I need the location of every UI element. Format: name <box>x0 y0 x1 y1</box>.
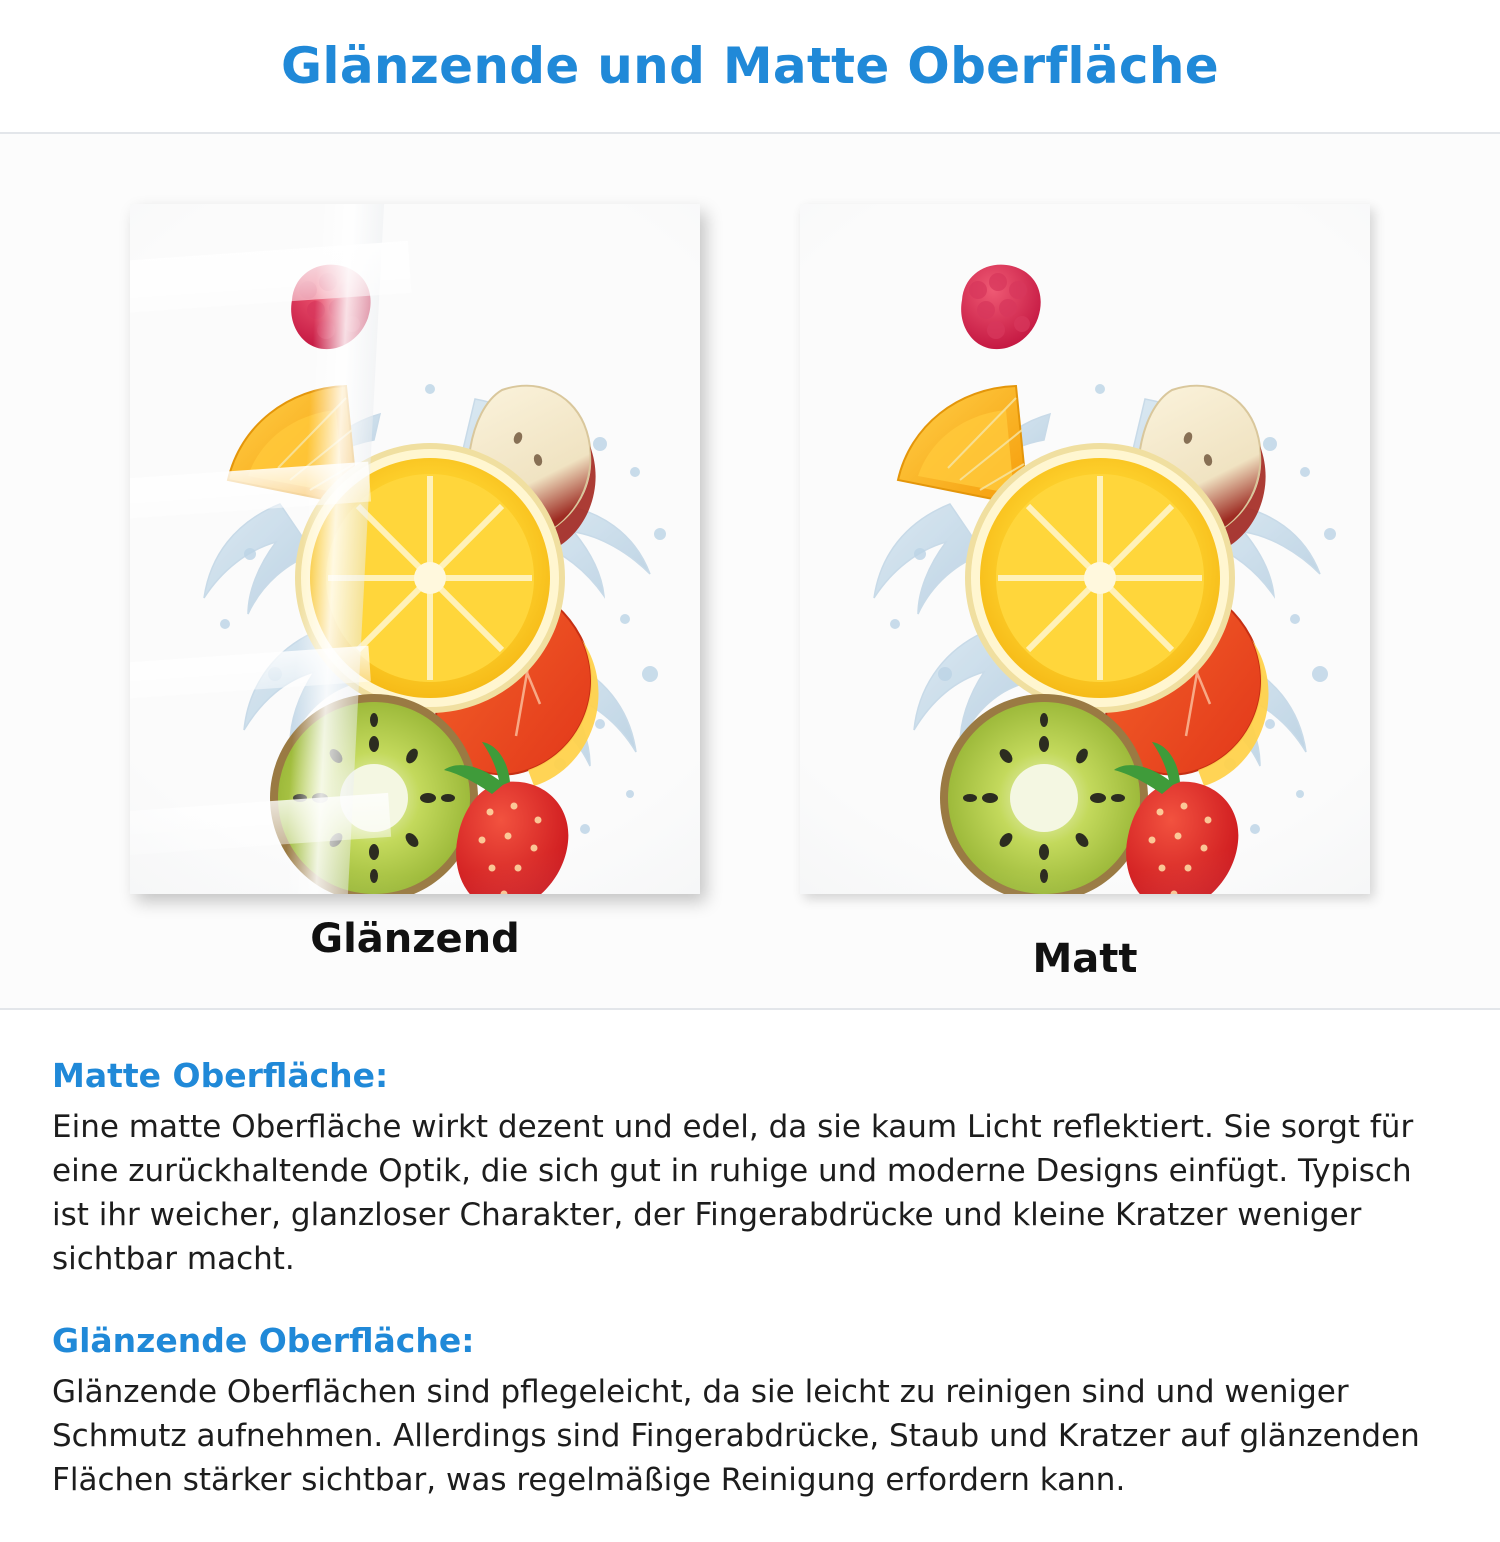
matte-description-block <box>52 1056 1448 1281</box>
page-header <box>0 0 1500 132</box>
lemon-slice <box>298 446 562 710</box>
glossy-description-title: Glänzende Oberfläche: <box>52 1321 475 1361</box>
finish-comparison-panel <box>0 132 1500 1010</box>
glossy-sample-image <box>130 204 700 894</box>
fruit-illustration-icon <box>800 204 1370 894</box>
matte-sample-image <box>800 204 1370 894</box>
comparison-item-glossy <box>130 204 700 962</box>
kiwi-slice <box>270 694 478 894</box>
glossy-caption: Glänzend <box>310 916 520 962</box>
matte-caption: Matt <box>1032 936 1138 982</box>
raspberry <box>961 265 1041 350</box>
lemon-slice <box>968 446 1232 710</box>
raspberry <box>291 265 371 350</box>
kiwi-slice <box>940 694 1148 894</box>
comparison-item-matte <box>800 204 1370 982</box>
matte-description-title: Matte Oberfläche: <box>52 1056 389 1095</box>
fruit-composition-glossy <box>130 204 700 894</box>
fruit-composition-matte <box>800 204 1370 894</box>
fruit-illustration-icon <box>130 204 700 894</box>
matte-description-body: Eine matte Oberfläche wirkt dezent und edel, da sie kaum Licht reflektiert. Sie sorgt für eine zurückhaltende Optik, die sich gut in ruhige und moderne Designs einfügt. Typisch ist ihr weicher, glanzloser Charakter, der Fingerabdrücke und kleine Kratzer weniger sichtbar macht. <box>52 1109 1414 1278</box>
description-section <box>0 1010 1500 1542</box>
glossy-description-body: Glänzende Oberflächen sind pflegeleicht, da sie leicht zu reinigen sind und weniger Schmutz aufnehmen. Allerdings sind Fingerabdrücke, Staub und Kratzer auf glänzenden Flächen stärker sichtbar, was regelmäßige Reinigung erfordern kann. <box>52 1374 1420 1499</box>
glossy-description-block <box>52 1321 1448 1502</box>
page-title: Glänzende und Matte Oberfläche <box>281 37 1219 95</box>
